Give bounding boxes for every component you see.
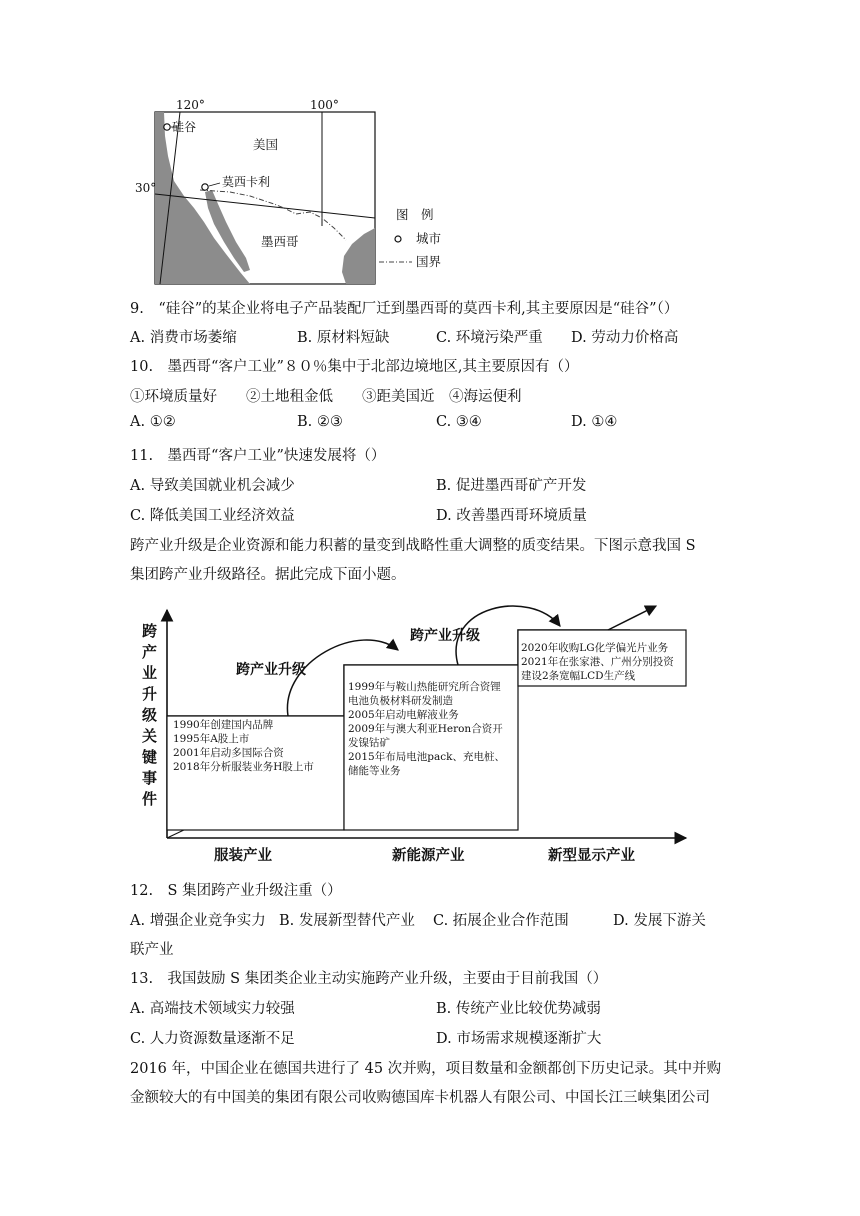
box3-line-1: 2021年在张家港、广州分别投资 [521, 656, 674, 668]
q10-option-b: B. ②③ [297, 414, 343, 430]
box1-line-1: 1995年A股上市 [173, 733, 250, 745]
country-label-usa: 美国 [253, 137, 279, 152]
y-label-char-7: 事 [142, 769, 158, 787]
q10-stem: 10. 墨西哥“客户工业”８０％集中于北部边境地区,其主要原因有（） [130, 359, 579, 375]
q12-stem: 12. S 集团跨产业升级注重（） [130, 883, 342, 899]
q9-stem: 9. “硅谷”的某企业将电子产品装配厂迁到墨西哥的莫西卡利,其主要原因是“硅谷”（） [130, 301, 679, 317]
q13-option-d: D. 市场需求规模逐渐扩大 [436, 1031, 602, 1047]
box1-line-0: 1990年创建国内品牌 [173, 719, 274, 731]
lat-30-outer-label: 30° [135, 181, 157, 195]
q10-items: ①环境质量好 ②土地租金低 ③距美国近 ④海运便利 [130, 389, 522, 405]
coast-land-east [342, 228, 375, 284]
y-axis-label [142, 622, 157, 808]
y-label-char-2: 业 [142, 664, 158, 682]
intro3-line1: 2016 年，中国企业在德国共进行了 45 次并购，项目数量和金额都创下历史记录。其中并购 [130, 1061, 722, 1077]
map-figure [150, 96, 450, 288]
q11-option-c: C. 降低美国工业经济效益 [130, 508, 295, 524]
city-marker-silicon-valley [164, 124, 170, 130]
q13-option-b: B. 传统产业比较优势减弱 [436, 1001, 601, 1017]
x-label-display: 新型显示产业 [548, 847, 635, 864]
y-label-char-1: 产 [142, 643, 158, 661]
q9-option-a: A. 消费市场萎缩 [130, 330, 237, 346]
city-marker-mexicali [202, 184, 208, 190]
x-label-new-energy: 新能源产业 [392, 847, 465, 864]
city-label-silicon-valley: 硅谷 [172, 120, 197, 134]
arrow-label-1: 跨产业升级 [236, 662, 306, 678]
q12-option-d-cont: 联产业 [130, 942, 174, 958]
box2-line-1: 电池负极材料研发制造 [348, 695, 453, 707]
box2-line-0: 1999年与鞍山热能研究所合资锂 [348, 681, 501, 693]
q11-option-d: D. 改善墨西哥环境质量 [436, 508, 587, 524]
arrow-label-2: 跨产业升级 [410, 628, 480, 644]
trend-arrow [608, 606, 656, 630]
q13-stem: 13. 我国鼓励 S 集团类企业主动实施跨产业升级，主要由于目前我国（） [130, 971, 608, 987]
y-label-char-3: 升 [142, 685, 158, 703]
box2-line-5: 2015年布局电池pack、充电桩、 [348, 751, 505, 763]
q13-option-a: A. 高端技术领域实力较强 [130, 1001, 295, 1017]
legend-border-label: 国界 [416, 254, 442, 269]
intro3-line2: 金额较大的有中国美的集团有限公司收购德国库卡机器人有限公司、中国长江三峡集团公司 [130, 1090, 710, 1106]
q10-option-a: A. ①② [130, 414, 176, 430]
box3-line-2: 建设2条宽幅LCD生产线 [521, 670, 636, 682]
q9-option-d: D. 劳动力价格高 [571, 330, 679, 346]
box3-line-0: 2020年收购LG化学偏光片业务 [521, 642, 669, 654]
legend-title: 图 例 [396, 207, 434, 222]
q11-option-b: B. 促进墨西哥矿产开发 [436, 478, 587, 494]
lon-100-label: 100° [310, 98, 339, 112]
box2-line-2: 2005年启动电解液业务 [348, 709, 459, 721]
q12-option-b: B. 发展新型替代产业 [279, 913, 415, 929]
y-label-char-6: 键 [142, 748, 158, 766]
legend-city-icon [395, 236, 401, 242]
q9-option-b: B. 原材料短缺 [297, 330, 390, 346]
q11-stem: 11. 墨西哥“客户工业”快速发展将（） [130, 448, 386, 464]
q10-option-d: D. ①④ [571, 414, 618, 430]
lon-120-label: 120° [176, 98, 205, 112]
box1-line-3: 2018年分析服装业务H股上市 [173, 761, 314, 773]
q12-option-c: C. 拓展企业合作范围 [433, 913, 569, 929]
q10-option-c: C. ③④ [436, 414, 482, 430]
box2-line-4: 发镍钴矿 [348, 737, 390, 749]
q9-option-c: C. 环境污染严重 [436, 330, 543, 346]
box1-line-2: 2001年启动多国际合资 [173, 747, 284, 759]
legend-city-label: 城市 [416, 231, 442, 246]
y-label-char-4: 级 [142, 706, 158, 724]
q11-option-a: A. 导致美国就业机会减少 [130, 478, 295, 494]
box2-line-3: 2009年与澳大利亚Heron合资开 [348, 723, 503, 735]
box2-line-6: 储能等业务 [348, 765, 401, 777]
q12-option-d: D. 发展下游关 [613, 913, 706, 929]
y-label-char-0: 跨 [142, 622, 158, 640]
q12-option-a: A. 增强企业竞争实力 [130, 913, 266, 929]
intro2-line2: 集团跨产业升级路径。据此完成下面小题。 [130, 567, 406, 583]
q13-option-c: C. 人力资源数量逐渐不足 [130, 1031, 295, 1047]
city-label-mexicali: 莫西卡利 [222, 175, 271, 189]
intro2-line1: 跨产业升级是企业资源和能力积蓄的量变到战略性重大调整的质变结果。下图示意我国 S [130, 538, 696, 554]
upgrade-path-diagram [130, 592, 700, 870]
y-label-char-5: 关 [142, 727, 158, 745]
country-label-mexico: 墨西哥 [261, 234, 299, 249]
x-label-apparel: 服装产业 [214, 847, 272, 864]
y-label-char-8: 件 [142, 790, 158, 808]
